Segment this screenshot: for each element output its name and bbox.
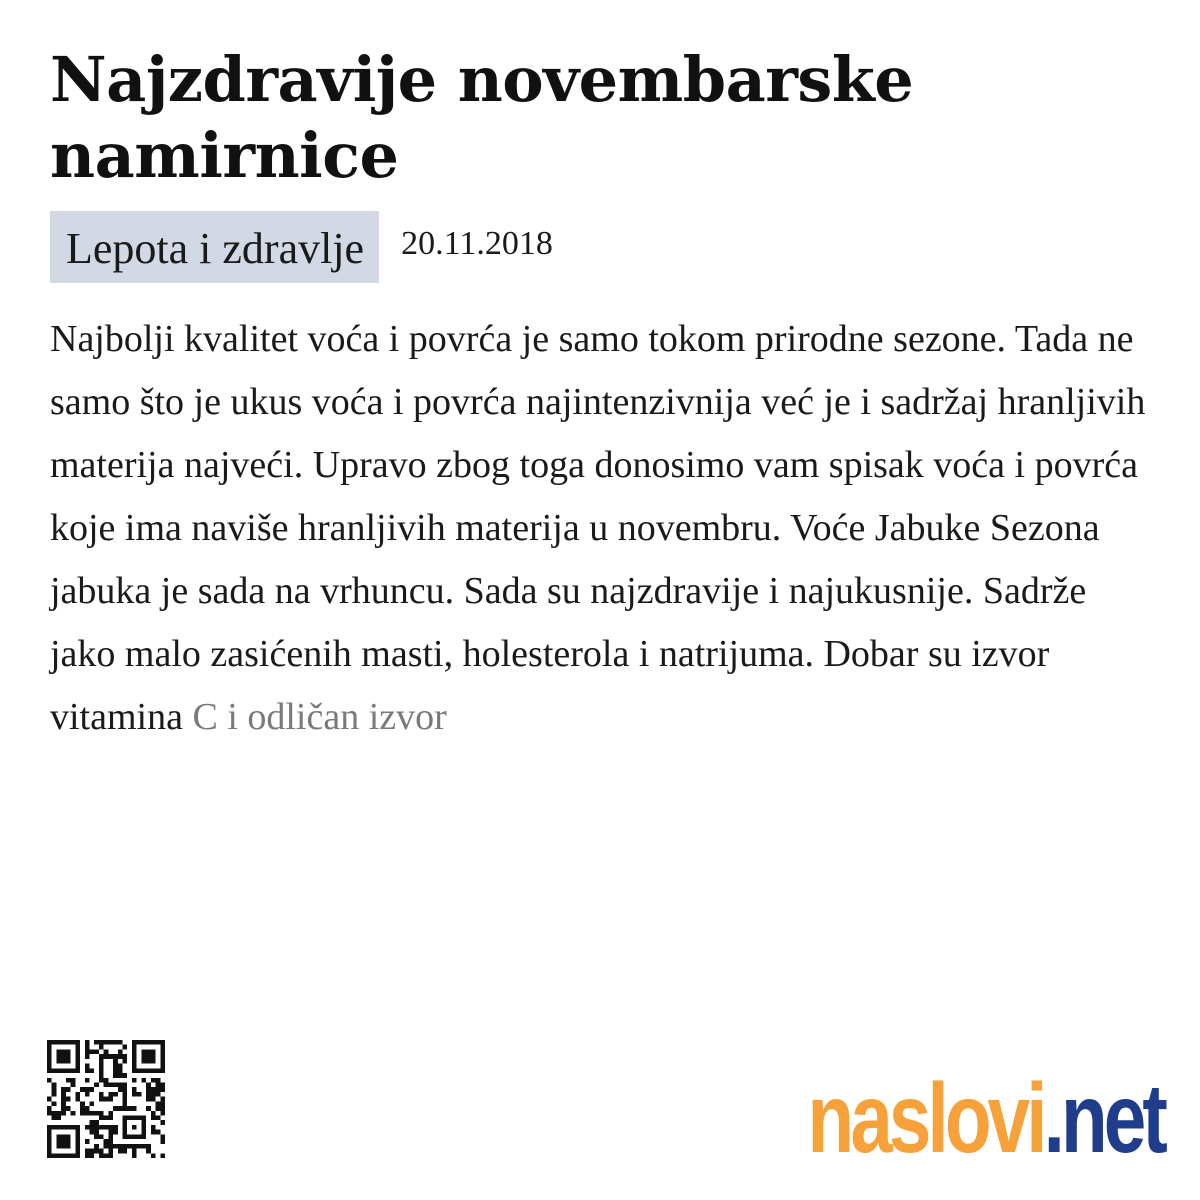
article-body-faded: C i odličan izvor [192, 696, 447, 738]
logo-text-net: .net [1043, 1063, 1164, 1173]
article-title: Najzdravije novembarske namirnice [50, 43, 914, 192]
article-body-text: Najbolji kvalitet voća i povrća je samo tokom prirodne sezone. Tada ne samo što je ukus voća i povrća najintenzivnija već je i sadržaj hranljivih materija najveći. Upravo zbog toga donosimo vam spisak voća i povrća koje ima naviše hranljivih materija u novembru. Voće Jabuke Sezona jabuka je sada na vrhuncu. Sada su najzdravije i najukusnije. Sadrže jako malo zasićenih masti, holesterola i natrijuma. Dobar su izvor vitamina [50, 318, 1146, 738]
qr-code-icon [47, 1040, 165, 1158]
category-tag[interactable]: Lepota i zdravlje [50, 211, 379, 283]
article-date: 20.11.2018 [401, 225, 553, 262]
article-meta [50, 211, 553, 283]
article-body [50, 308, 1160, 749]
logo-text-naslovi: naslovi [807, 1063, 1044, 1173]
site-logo[interactable] [808, 1062, 1164, 1172]
